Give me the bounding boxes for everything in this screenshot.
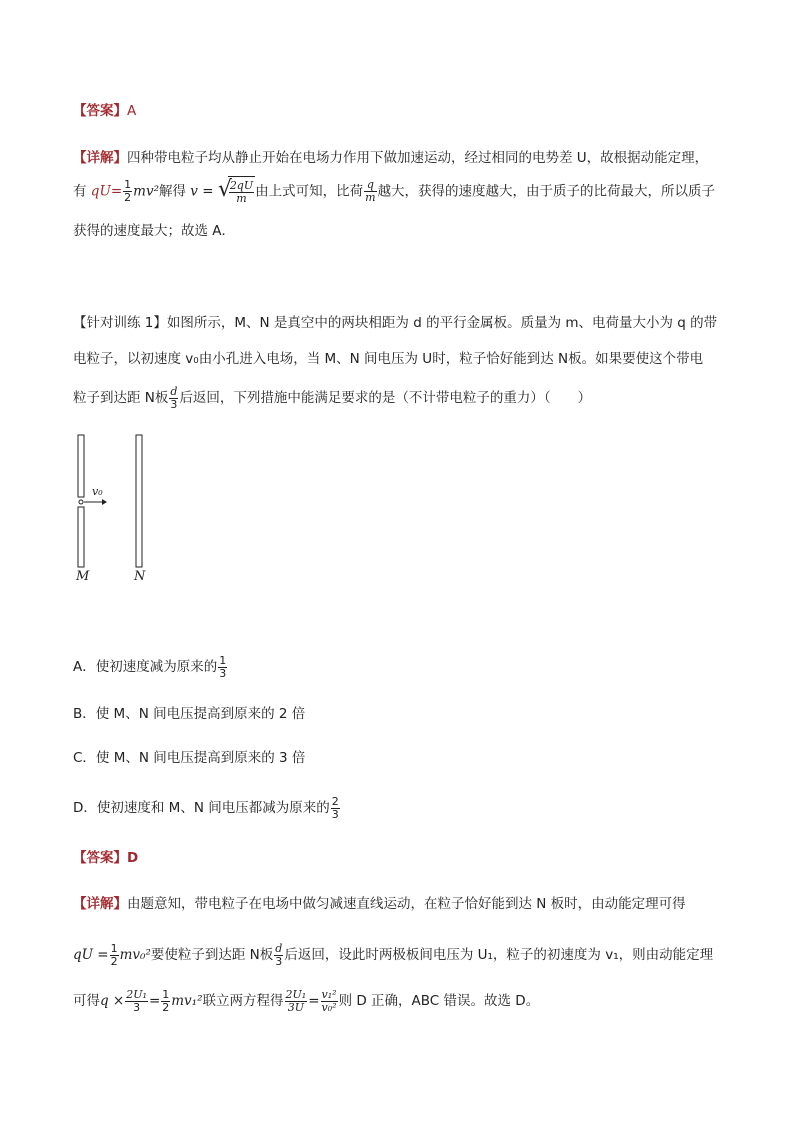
num: 2U₁ <box>285 987 307 1001</box>
den: 2 <box>110 954 118 968</box>
text: C．使 M、N 间电压提高到原来的 3 倍 <box>73 750 306 766</box>
option-a <box>73 652 228 682</box>
den: m <box>365 191 376 204</box>
den: v₀² <box>321 1000 337 1014</box>
detail-2-line-3 <box>73 986 539 1016</box>
detail-tag: 【详解】 <box>73 896 127 912</box>
text: 由上式可知，比荷 <box>255 183 364 200</box>
equals: = <box>308 993 320 1009</box>
particle <box>79 500 83 504</box>
mv: mv₁² <box>171 993 203 1009</box>
plates-diagram <box>70 433 170 588</box>
option-d <box>73 793 341 823</box>
num: 1 <box>219 653 227 667</box>
text: 后返回，设此时两极板间电压为 U₁，粒子的初速度为 v₁，则由动能定理 <box>284 947 714 963</box>
text: 越大，获得的速度越大，由于质子的比荷最大，所以质子 <box>377 183 716 200</box>
detail-1-line-2 <box>73 176 715 207</box>
text: 由题意知，带电粒子在电场中做匀减速直线运动，在粒子恰好能到达 N 板时，由动能定理可得 <box>127 896 686 912</box>
v0-label: v₀ <box>92 485 103 498</box>
option-c <box>73 748 305 768</box>
fraction <box>331 796 340 821</box>
detail-2-line-2 <box>73 940 713 970</box>
text: 联立两方程得 <box>202 993 284 1009</box>
den: 2 <box>162 1000 170 1014</box>
v-eq: v = <box>190 183 214 200</box>
den: 3 <box>133 1000 141 1014</box>
num: 2 <box>331 794 339 808</box>
text: 粒子到达距 N板 <box>73 390 169 406</box>
num: q <box>364 179 376 192</box>
text: 则 D 正确，ABC 错误。故选 D。 <box>338 993 540 1009</box>
text: 后返回，下列措施中能满足要求的是（不计带电粒子的重力）（ ） <box>179 390 592 406</box>
num: 1 <box>124 178 132 191</box>
num: v₁² <box>321 987 337 1001</box>
option-b <box>73 704 305 724</box>
mv2: mv² <box>133 183 159 200</box>
den: 3 <box>170 397 178 411</box>
answer-value: A <box>127 103 137 119</box>
plate-m-upper <box>78 435 84 497</box>
num: 2qU <box>229 178 254 192</box>
mv: mv₀² <box>119 947 151 963</box>
arrow-head <box>102 499 107 505</box>
num: d <box>170 384 178 398</box>
text: 电粒子，以初速度 v₀由小孔进入电场，当 M、N 间电压为 U时，粒子恰好能到达 N板。如果要使这个带电 <box>73 351 704 367</box>
fraction <box>218 655 227 680</box>
equals: = <box>148 993 161 1009</box>
plates-figure <box>70 433 170 588</box>
answer-tag: 【答案】 <box>73 103 127 119</box>
den: m <box>236 191 247 205</box>
fraction <box>321 989 338 1014</box>
fraction <box>274 943 283 968</box>
text: D．使初速度和 M、N 间电压都减为原来的 <box>73 800 330 816</box>
detail-tag: 【详解】 <box>73 150 127 166</box>
fraction <box>125 989 148 1014</box>
n-label: N <box>134 569 146 584</box>
training-line-1 <box>73 313 717 333</box>
num: 2U₁ <box>126 987 147 1001</box>
den: 3 <box>331 807 339 821</box>
q-times: q × <box>100 993 125 1009</box>
training-line-2 <box>73 349 703 369</box>
detail-1-line-1 <box>73 148 708 168</box>
fraction-d3 <box>169 386 178 411</box>
detail-1-text: 四种带电粒子均从静止开始在电场力作用下做加速运动，经过相同的电势差 U，故根据动能定理， <box>127 150 709 166</box>
equation: qU = <box>73 947 109 963</box>
text: 要使粒子到达距 N板 <box>150 947 274 963</box>
m-label: M <box>76 569 90 584</box>
fraction <box>161 989 170 1014</box>
fraction-half <box>123 179 132 204</box>
den: 3U <box>287 1000 304 1014</box>
fraction <box>285 989 308 1014</box>
num: 1 <box>162 987 170 1001</box>
plate-m-lower <box>78 507 84 567</box>
training-line-3 <box>73 383 591 413</box>
fraction-qm <box>364 179 376 204</box>
equation: qU= <box>90 183 123 200</box>
answer-2 <box>73 848 138 868</box>
text: B．使 M、N 间电压提高到原来的 2 倍 <box>73 706 306 722</box>
text: A．使初速度减为原来的 <box>73 659 218 675</box>
text: 【针对训练 1】如图所示，M、N 是真空中的两块相距为 d 的平行金属板。质量为 m、电荷量大小为 q 的带 <box>73 315 718 331</box>
answer-tag: 【答案】 <box>73 850 127 866</box>
detail-1-line-3 <box>73 221 235 241</box>
num: d <box>275 941 283 955</box>
answer-1 <box>73 101 136 121</box>
num: 1 <box>110 941 118 955</box>
text: 可得 <box>73 993 100 1009</box>
answer-value: D <box>127 850 139 866</box>
detail-2-line-1 <box>73 894 686 914</box>
den: 3 <box>219 666 227 680</box>
text: 解得 <box>158 183 186 200</box>
text: 有 <box>73 183 87 200</box>
text: 获得的速度最大；故选 A． <box>73 223 236 239</box>
den: 3 <box>275 954 283 968</box>
plate-n <box>136 435 142 567</box>
sqrt-expression: √ $\frac{2qU}{m}$ <box>218 176 255 207</box>
fraction <box>110 943 119 968</box>
den: 2 <box>124 191 132 204</box>
